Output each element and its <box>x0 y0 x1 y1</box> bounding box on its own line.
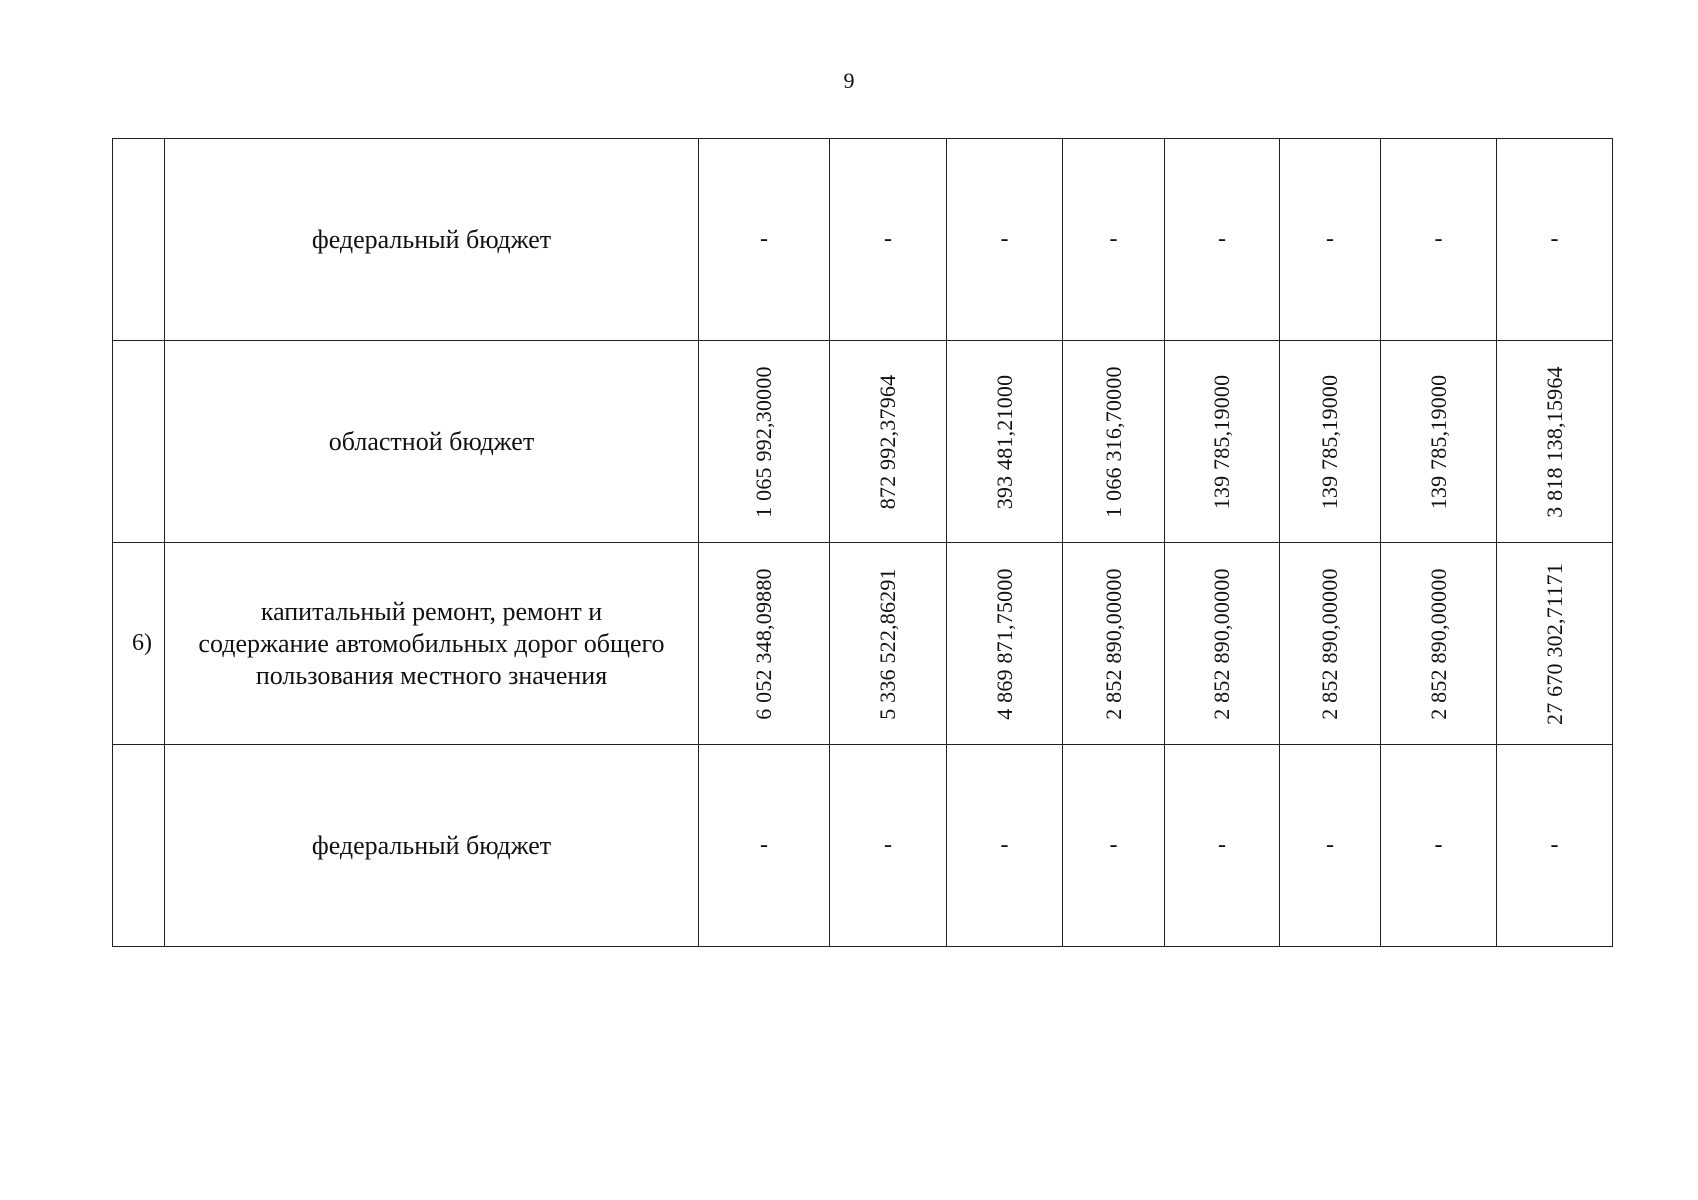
value-cell: - <box>1165 745 1280 947</box>
value-cell <box>1280 341 1381 543</box>
value-cell: - <box>1381 745 1497 947</box>
value-cell <box>699 543 830 745</box>
row-name-line: капитальный ремонт, ремонт и <box>260 596 603 626</box>
value-cell <box>830 543 947 745</box>
value-text: 5 336 522,86291 <box>875 567 900 720</box>
page-number: 9 <box>843 68 855 93</box>
value-cell: - <box>1280 745 1381 947</box>
value-cell <box>1497 543 1613 745</box>
row-number <box>113 745 165 947</box>
value-cell <box>1165 543 1280 745</box>
table-row <box>113 543 1613 745</box>
value-cell <box>699 341 830 543</box>
value-text: 4 869 871,75000 <box>991 567 1017 720</box>
value-cell <box>1063 341 1165 543</box>
value-text: 139 785,19000 <box>1317 374 1342 509</box>
value-cell <box>1381 341 1497 543</box>
row-name-line: пользования местного значения <box>255 660 608 690</box>
table-row <box>113 139 1613 341</box>
value-text: 139 785,19000 <box>1425 374 1451 509</box>
row-name: федеральный бюджет <box>165 139 699 341</box>
value-cell <box>830 341 947 543</box>
value-cell: - <box>1063 745 1165 947</box>
value-text: 2 852 890,00000 <box>1425 567 1451 720</box>
value-cell: - <box>699 139 830 341</box>
value-text: 2 852 890,00000 <box>1100 567 1126 720</box>
value-cell: - <box>947 139 1063 341</box>
value-cell: - <box>1381 139 1497 341</box>
value-cell <box>947 543 1063 745</box>
value-cell: - <box>1165 139 1280 341</box>
value-cell: - <box>1497 745 1613 947</box>
row-number <box>113 341 165 543</box>
value-cell: - <box>830 745 947 947</box>
row-name-line: содержание автомобильных дорог общего <box>198 628 665 658</box>
value-text: 393 481,21000 <box>991 374 1017 509</box>
value-text: 1 066 316,70000 <box>1100 365 1126 518</box>
value-text: 2 852 890,00000 <box>1209 567 1234 720</box>
value-cell: - <box>830 139 947 341</box>
row-name: федеральный бюджет <box>165 745 699 947</box>
value-cell: - <box>1063 139 1165 341</box>
value-cell <box>1165 341 1280 543</box>
value-text: 1 065 992,30000 <box>751 365 776 518</box>
budget-table <box>112 138 1613 947</box>
value-cell: - <box>699 745 830 947</box>
value-cell: - <box>1280 139 1381 341</box>
row-name: областной бюджет <box>165 341 699 543</box>
row-number: 6) <box>113 543 165 745</box>
value-cell <box>947 341 1063 543</box>
table-row <box>113 745 1613 947</box>
value-cell: - <box>1497 139 1613 341</box>
value-text: 2 852 890,00000 <box>1317 567 1342 720</box>
value-cell <box>1280 543 1381 745</box>
value-text: 139 785,19000 <box>1209 374 1234 509</box>
row-number <box>113 139 165 341</box>
value-cell <box>1497 341 1613 543</box>
value-cell <box>1063 543 1165 745</box>
value-cell <box>1381 543 1497 745</box>
value-text: 3 818 138,15964 <box>1541 365 1567 518</box>
table-row <box>113 341 1613 543</box>
value-cell: - <box>947 745 1063 947</box>
value-text: 6 052 348,09880 <box>751 567 776 720</box>
value-text: 872 992,37964 <box>875 374 900 509</box>
value-text: 27 670 302,71171 <box>1541 562 1567 725</box>
row-name <box>165 543 699 745</box>
